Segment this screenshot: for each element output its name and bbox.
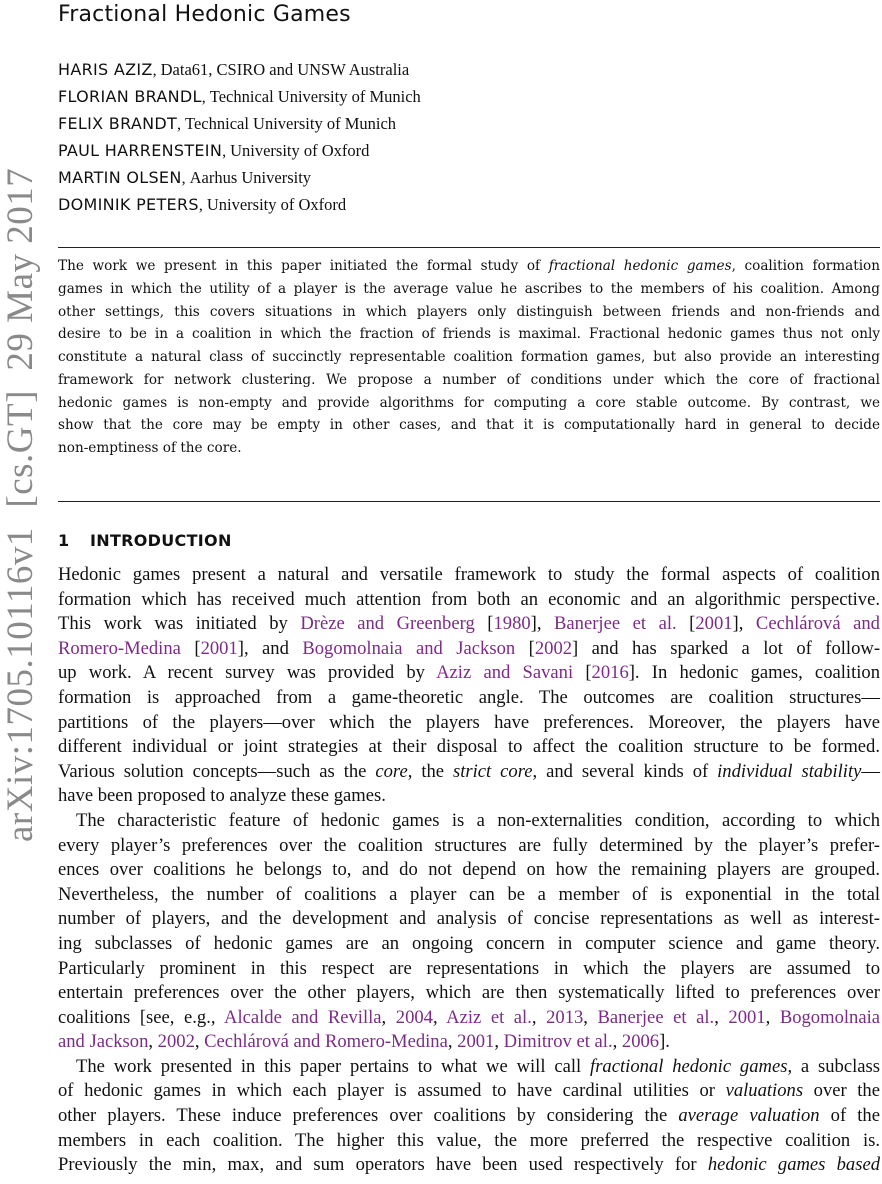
text-line	[58, 784, 880, 809]
citation-link[interactable]: 2004	[395, 1006, 433, 1028]
text: [	[515, 637, 535, 659]
text: formation is approached from a game-theoretic angle. The outcomes are coalition structures—	[58, 686, 880, 708]
text: coalitions [see, e.g.,	[58, 1006, 225, 1028]
section-number: 1	[58, 531, 70, 550]
author-affiliation: Technical University of Munich	[209, 87, 421, 106]
text-line	[58, 588, 880, 613]
text-line	[58, 883, 880, 908]
emphasis: hedonic games based	[707, 1154, 880, 1176]
text-line	[58, 323, 880, 346]
emphasis: fractional hedonic games	[548, 258, 732, 274]
text: Previously the min, max, and sum operators have been used respectively for	[58, 1154, 708, 1176]
citation-link[interactable]: 2001	[457, 1031, 495, 1053]
text: ,	[494, 1031, 504, 1053]
author	[58, 164, 421, 191]
text-line	[58, 981, 880, 1006]
text: ,	[612, 1031, 622, 1053]
citation-link[interactable]: 2001	[200, 637, 238, 659]
citation-link[interactable]: Romero-Medina	[58, 637, 181, 659]
text-line	[58, 760, 880, 785]
citation-link[interactable]: 2002	[534, 637, 573, 659]
text: other players. These induce preferences over coalitions by considering the	[58, 1105, 679, 1127]
text: The work presented in this paper pertains to what we will call	[76, 1055, 591, 1077]
emphasis: fractional hedonic games	[590, 1055, 788, 1077]
text: ]. In hedonic games, coalition	[628, 662, 880, 684]
text-line	[58, 735, 880, 760]
text: desire to be in a coalition in which the fraction of friends is maximal. Fractional hedonic games thus not only	[58, 326, 880, 343]
text: up work. A recent survey was provided by	[58, 662, 437, 684]
text: Particularly prominent in this respect are representations in which the players are assumed to	[58, 957, 880, 979]
text: number of players, and the development and analysis of concise representations as well as interest-	[58, 908, 880, 930]
text: non-emptiness of the core.	[58, 440, 242, 456]
text: show that the core may be empty in other cases, and that it is computationally hard in general to decide	[58, 417, 880, 434]
citation-link[interactable]: 1980	[493, 613, 531, 635]
text: entertain preferences over the other players, which are then systematically lifted to preferences over	[58, 982, 880, 1004]
text: partitions of the players—over which the players have preferences. Moreover, the players have	[58, 711, 880, 733]
text: every player’s preferences over the coalition structures are fully determined by the player’s prefer-	[58, 834, 880, 856]
text-line	[58, 1079, 880, 1104]
text: This work was initiated by	[58, 613, 301, 635]
text: formation which has received much attention from both an economic and an algorithmic perspective.	[58, 588, 880, 610]
emphasis: core	[375, 760, 408, 782]
text-line	[58, 834, 880, 859]
text-line	[58, 637, 880, 662]
emphasis: strict core	[452, 760, 533, 782]
citation-link[interactable]: 2013	[546, 1006, 584, 1028]
author-name: FELIX BRANDT	[58, 114, 178, 133]
text: ,	[765, 1006, 780, 1028]
text: , a subclass	[787, 1055, 880, 1077]
author-name: MARTIN OLSEN	[58, 168, 182, 187]
author	[58, 83, 421, 110]
section-heading	[58, 531, 232, 550]
author-name: PAUL HARRENSTEIN	[58, 141, 223, 160]
text: , the	[407, 760, 453, 782]
text: ,	[381, 1006, 396, 1028]
author	[58, 56, 421, 83]
text-line	[58, 1104, 880, 1129]
citation-link[interactable]: Alcalde and Revilla	[224, 1006, 382, 1028]
text-line	[58, 957, 880, 982]
citation-link[interactable]: 2001	[728, 1006, 766, 1028]
text-line	[58, 1006, 880, 1031]
text-line	[58, 1055, 880, 1080]
text: different individual or joint strategies at their disposal to affect the coalition structure to be formed.	[58, 736, 880, 758]
text-line	[58, 858, 880, 883]
text-line	[58, 907, 880, 932]
text: ,	[531, 1006, 547, 1028]
text-line	[58, 414, 880, 437]
author-affiliation: Aarhus University	[189, 168, 312, 187]
text: other settings, this covers situations in which players only distinguish between friends and non-friends and	[58, 303, 880, 320]
text: [	[573, 662, 592, 684]
citation-link[interactable]: Dimitrov et al.	[503, 1031, 613, 1053]
text: Various solution concepts—such as the	[58, 760, 376, 782]
text: ] and has sparked a lot of follow-	[572, 637, 881, 659]
author-affiliation: Technical University of Munich	[185, 114, 397, 133]
text: over the	[803, 1080, 880, 1102]
author	[58, 110, 421, 137]
text-line	[58, 437, 880, 460]
emphasis: individual stability	[717, 760, 862, 782]
author	[58, 137, 421, 164]
author-name: HARIS AZIZ	[58, 60, 153, 79]
text-line	[58, 301, 880, 324]
author-name: FLORIAN BRANDL	[58, 87, 202, 106]
author-affiliation: Data61, CSIRO and UNSW Australia	[160, 60, 410, 79]
citation-link[interactable]: Bogomolnaia and Jackson	[302, 637, 516, 659]
paper-title: Fractional Hedonic Games	[58, 2, 351, 27]
comma: ,	[201, 89, 210, 106]
divider	[58, 247, 880, 248]
text: hedonic games is non-empty and provide algorithms for computing a core stable outcome. By contrast, we	[58, 394, 880, 411]
text: , and several kinds of	[532, 760, 718, 782]
text-line	[58, 255, 880, 278]
author	[58, 191, 421, 218]
text: ,	[583, 1006, 598, 1028]
text: ],	[732, 613, 756, 635]
text: ], and	[237, 637, 303, 659]
text: ,	[432, 1006, 447, 1028]
comma: ,	[222, 143, 231, 160]
text: ,	[714, 1006, 729, 1028]
text-line	[58, 563, 880, 588]
citation-link[interactable]: 2016	[591, 662, 629, 684]
text: ences over coalitions he belongs to, and do not depend on how the remaining players are grouped.	[58, 859, 880, 881]
body-text	[58, 563, 880, 1178]
text: [	[180, 637, 201, 659]
author-name: DOMINIK PETERS	[58, 195, 199, 214]
text: ,	[447, 1031, 458, 1053]
author-affiliation: University of Oxford	[206, 195, 347, 214]
arxiv-stamp: arXiv:1705.10116v1 [cs.GT] 29 May 2017	[0, 167, 41, 842]
author-list	[58, 56, 421, 218]
text-line	[58, 612, 880, 637]
text: ,	[148, 1031, 158, 1053]
text: ],	[530, 613, 555, 635]
citation-link[interactable]: 2006	[621, 1031, 660, 1053]
author-affiliation: University of Oxford	[230, 141, 370, 160]
text: [	[676, 613, 696, 635]
text: framework for network clustering. We propose a number of conditions under which the core of fractional	[58, 371, 880, 388]
text: ].	[659, 1031, 670, 1053]
text: [	[474, 613, 494, 635]
text: , coalition formation	[731, 258, 880, 274]
citation-link[interactable]: Banerjee et al.	[554, 613, 677, 635]
emphasis: valuations	[725, 1080, 804, 1102]
text: constitute a natural class of succinctly representable coalition formation games, but also provide an interesting	[58, 349, 880, 365]
comma: ,	[177, 116, 186, 133]
text-line	[58, 278, 880, 301]
emphasis: average valuation	[678, 1105, 820, 1127]
text-line	[58, 369, 880, 392]
citation-link[interactable]: Aziz and Savani	[436, 662, 574, 684]
citation-link[interactable]: Cechlárová and	[755, 613, 880, 635]
divider	[58, 501, 880, 502]
text-line	[58, 346, 880, 369]
text-line	[58, 1129, 880, 1154]
text: have been proposed to analyze these games.	[58, 785, 386, 807]
text-line	[58, 1153, 880, 1178]
text: ,	[194, 1031, 205, 1053]
text-line	[58, 686, 880, 711]
text-line	[58, 661, 880, 686]
text: games in which the utility of a player is the average value he ascribes to the members of his coalition. Among	[58, 280, 880, 297]
section-title: INTRODUCTION	[90, 531, 232, 550]
comma: ,	[152, 62, 161, 79]
text: Nevertheless, the number of coalitions a player can be a member of is exponential in the total	[58, 883, 880, 905]
text: The characteristic feature of hedonic games is a non-externalities condition, according to which	[76, 809, 880, 831]
comma: ,	[181, 170, 190, 187]
text-line	[58, 809, 880, 834]
citation-link[interactable]: Banerjee et al.	[597, 1006, 715, 1028]
text: of the	[819, 1105, 880, 1127]
abstract	[58, 255, 880, 460]
text: ing subclasses of hedonic games are an ongoing concern in computer science and game theory.	[58, 932, 880, 954]
citation-link[interactable]: and Jackson	[58, 1031, 149, 1053]
text: —	[861, 760, 880, 782]
text: of hedonic games in which each player is assumed to have cardinal utilities or	[58, 1080, 726, 1102]
citation-link[interactable]: 2001	[695, 613, 733, 635]
citation-link[interactable]: Aziz et al.	[446, 1006, 532, 1028]
text-line	[58, 932, 880, 957]
text: The work we present in this paper initiated the formal study of	[58, 258, 549, 274]
text-line	[58, 1030, 880, 1055]
citation-link[interactable]: 2002	[157, 1031, 195, 1053]
comma: ,	[198, 197, 207, 214]
text: members in each coalition. The higher this value, the more preferred the respective coalition is.	[58, 1129, 880, 1151]
text-line	[58, 711, 880, 736]
text: Hedonic games present a natural and versatile framework to study the formal aspects of coalition	[58, 564, 880, 585]
citation-link[interactable]: Drèze and Greenberg	[300, 613, 475, 635]
citation-link[interactable]: Cechlárová and Romero-Medina	[204, 1031, 448, 1053]
citation-link[interactable]: Bogomolnaia	[779, 1006, 880, 1028]
text-line	[58, 392, 880, 415]
